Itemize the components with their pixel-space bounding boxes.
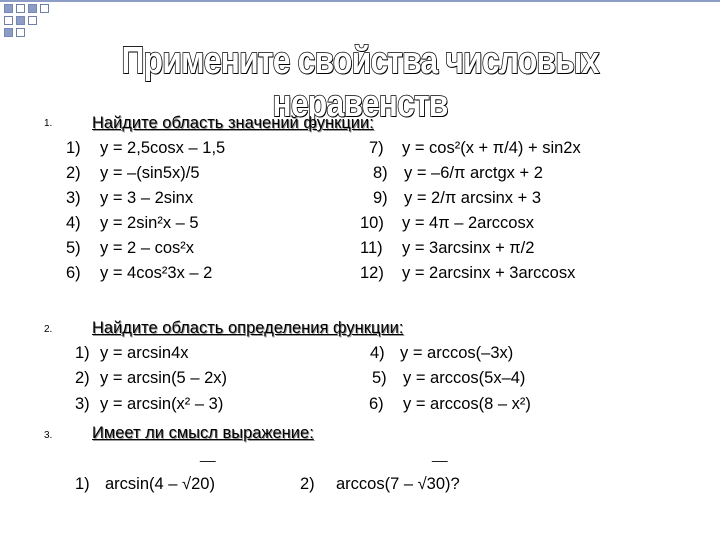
list-item-formula: y = arccos(–3x): [400, 344, 514, 362]
list-item-number: 11): [360, 239, 383, 257]
list-item-formula: y = arccos(5x–4): [403, 369, 526, 387]
list-item-number: 7): [369, 139, 384, 157]
list-item-formula: y = arcsin4x: [100, 344, 189, 362]
list-item-formula: y = arcsin(x² – 3): [100, 395, 224, 413]
deco-square: [16, 28, 25, 37]
list-item-formula: y = arccos(8 – x²): [403, 395, 531, 413]
list-item-formula: y = 3 – 2sinx: [100, 189, 194, 207]
list-item-formula: y = 4π – 2arccosx: [402, 214, 534, 232]
list-item-number: 4): [370, 344, 385, 362]
top-rule: [0, 0, 720, 2]
list-item-formula: arccos(7 – √30)?: [336, 475, 460, 493]
list-item-formula: y = arcsin(5 – 2x): [100, 369, 228, 387]
list-item-number: 4): [66, 214, 81, 232]
list-item-formula: y = 3arcsinx + π/2: [402, 239, 535, 257]
deco-square: [28, 16, 37, 25]
list-item-formula: y = 2/π arcsinx + 3: [404, 189, 542, 207]
list-item-number: 6): [369, 395, 384, 413]
section-heading: Найдите область значений функции:: [92, 114, 374, 132]
list-item-number: 3): [66, 189, 81, 207]
radical-overline: __: [432, 446, 448, 462]
list-item-formula: y = cos²(x + π/4) + sin2x: [402, 139, 581, 157]
list-item-formula: y = 2sin²x – 5: [100, 214, 199, 232]
section-heading: Найдите область определения функции:: [92, 319, 404, 337]
list-item-number: 1): [75, 475, 90, 493]
list-item-formula: y = 2,5cosx – 1,5: [100, 139, 226, 157]
radical-overline: __: [200, 446, 216, 462]
section-number: 1.: [44, 118, 53, 129]
list-item-number: 6): [66, 264, 81, 282]
section-number: 2.: [44, 324, 53, 335]
deco-square: [16, 16, 25, 25]
list-item-number: 3): [75, 395, 90, 413]
list-item-number: 10): [360, 214, 384, 232]
deco-square: [4, 16, 13, 25]
list-item-formula: y = 2 – cos²x: [100, 239, 194, 257]
list-item-number: 1): [66, 139, 81, 157]
list-item-number: 8): [373, 164, 388, 182]
list-item-number: 5): [372, 369, 387, 387]
list-item-number: 12): [360, 264, 384, 282]
deco-square: [40, 4, 49, 13]
deco-square: [16, 4, 25, 13]
list-item-number: 2): [300, 475, 315, 493]
section-number: 3.: [44, 430, 53, 441]
deco-square: [4, 4, 13, 13]
slide-title: Примените свойства числовых неравенств: [121, 40, 599, 125]
list-item-number: 5): [66, 239, 81, 257]
list-item-number: 9): [373, 189, 388, 207]
list-item-formula: y = 4cos²3x – 2: [100, 264, 213, 282]
list-item-formula: y = –(sin5x)/5: [100, 164, 200, 182]
list-item-number: 2): [66, 164, 81, 182]
section-heading: Имеет ли смысл выражение:: [92, 424, 314, 442]
deco-square: [28, 4, 37, 13]
deco-square: [4, 28, 13, 37]
list-item-number: 1): [75, 344, 90, 362]
list-item-formula: arcsin(4 – √20): [105, 475, 215, 493]
list-item-number: 2): [75, 369, 90, 387]
list-item-formula: y = 2arcsinx + 3arccosx: [402, 264, 576, 282]
list-item-formula: y = –6/π arctgx + 2: [404, 164, 543, 182]
